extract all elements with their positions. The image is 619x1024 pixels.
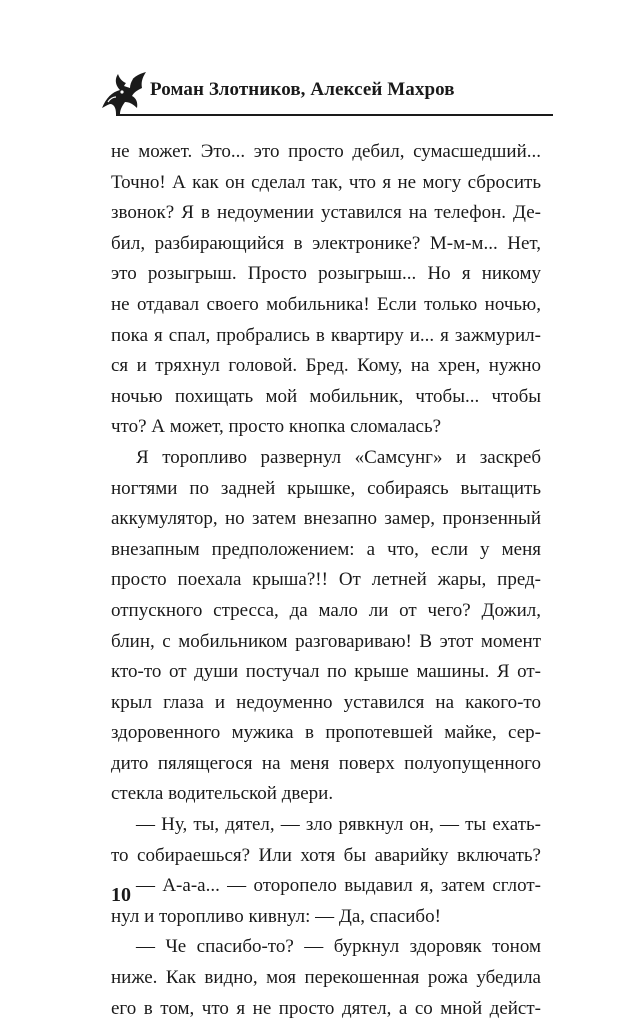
body-text	[111, 137, 541, 1024]
text-line: блин, с мобильником разговариваю! В этот момент	[111, 630, 541, 652]
page-number: 10	[111, 884, 131, 906]
text-line: стекла водительской двери.	[111, 783, 334, 805]
header-divider	[116, 114, 553, 116]
text-line: это розыгрыш. Просто розыгрыш... Но я никому	[111, 263, 541, 285]
text-line: здоровенного мужика в пропотевшей майке, сер-	[111, 722, 541, 744]
text-line: не может. Это... это просто дебил, сумасшедший...	[111, 141, 541, 162]
text-line: кто-то от души постучал по крыше машины. Я от-	[111, 661, 541, 683]
text-line: — Ну, ты, дятел, — зло рявкнул он, — ты ехать-	[136, 814, 541, 836]
text-line: ниже. Как видно, моя перекошенная рожа убедила	[111, 967, 541, 989]
text-line: внезапным предположением: а что, если у меня	[111, 538, 541, 560]
text-line: ночью похищать мой мобильник, чтобы... чтобы	[111, 385, 541, 407]
text-line: — А-а-а... — оторопело выдавил я, затем сглот-	[136, 875, 541, 897]
text-line: Точно! А как он сделал так, что я не могу сбросить	[111, 171, 541, 193]
header-title: Роман Злотников, Алексей Махров	[150, 79, 455, 100]
text-line: отпускного стресса, да мало ли от чего? Дожил,	[111, 599, 541, 621]
text-line: крыл глаза и недоуменно уставился на какого-то	[111, 691, 541, 713]
text-line: нул и торопливо кивнул: — Да, спасибо!	[111, 905, 441, 927]
text-line: аккумулятор, но затем внезапно замер, пронзенный	[111, 508, 541, 530]
text-line: Я торопливо развернул «Самсунг» и заскреб	[136, 446, 541, 468]
text-line: его в том, что я не просто дятел, а со мной дейст-	[111, 997, 541, 1019]
text-line: бил, разбирающийся в электронике? М-м-м... Нет,	[111, 232, 541, 254]
text-line: что? А может, просто кнопка сломалась?	[111, 416, 442, 438]
text-line: ногтями по задней крышке, собираясь вытащить	[111, 477, 541, 499]
text-line: ся и тряхнул головой. Бред. Кому, на хрен, нужно	[111, 355, 541, 377]
text-line: то собираешься? Или хотя бы аварийку включать?	[111, 844, 541, 866]
dragon-emblem-icon	[98, 68, 150, 114]
text-line: звонок? Я в недоумении уставился на телефон. Де-	[111, 202, 541, 224]
text-line: — Че спасибо-то? — буркнул здоровяк тоном	[136, 936, 541, 958]
text-line: не отдавал своего мобильника! Если только ночью,	[111, 293, 541, 315]
text-line: просто поехала крыша?!! От летней жары, пред-	[111, 569, 541, 591]
text-line: дито пялящегося на меня поверх полуопущенного	[111, 752, 541, 774]
running-header	[98, 62, 553, 120]
text-line: пока я спал, пробрались в квартиру и... я зажмурил-	[111, 324, 541, 346]
